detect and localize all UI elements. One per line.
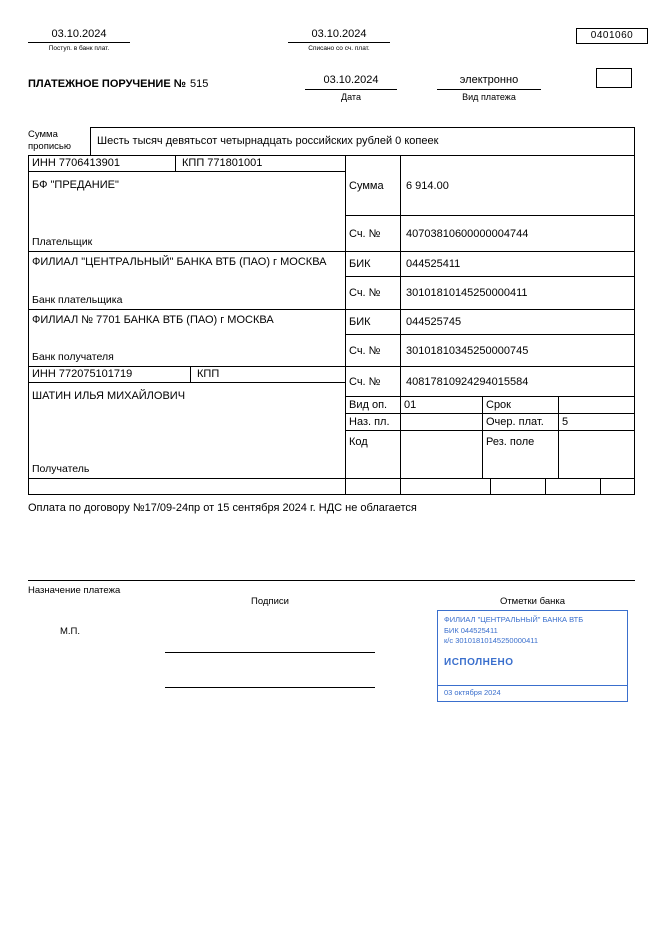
code-row [346, 431, 634, 478]
priority-value: 5 [562, 416, 569, 428]
debited-date-label: Списано со сч. плат. [308, 45, 370, 52]
purpose-code-value [401, 414, 483, 430]
amount-row [346, 156, 634, 216]
document-number: 515 [189, 78, 209, 90]
tax-fields-row [29, 479, 634, 494]
amount-value: 6 914.00 [406, 179, 449, 192]
payer-account-label: Сч. № [346, 216, 401, 251]
payee-inn: ИНН 772075101719 [29, 367, 191, 382]
document-title-text: ПЛАТЕЖНОЕ ПОРУЧЕНИЕ № [28, 78, 186, 90]
payer-account-value: 40703810600000004744 [406, 227, 529, 240]
payee-name: ШАТИН ИЛЬЯ МИХАЙЛОВИЧ [32, 390, 186, 402]
priority-row [346, 414, 634, 431]
document-date-label: Дата [341, 92, 361, 102]
payee-account-row [346, 367, 634, 397]
seal-label: М.П. [60, 626, 81, 637]
term-label: Срок [483, 397, 559, 413]
payee-bank-name: ФИЛИАЛ № 7701 БАНКА ВТБ (ПАО) г МОСКВА [32, 314, 274, 326]
payer-kpp: КПП 771801001 [182, 157, 263, 169]
tax-field-3 [401, 479, 491, 494]
payer-account-row [346, 216, 634, 251]
amount-in-words-label: Сумма прописью [28, 127, 90, 156]
status-box-empty [596, 68, 632, 88]
payee-account-value: 40817810924294015584 [406, 375, 529, 388]
payee-bank-role-label: Банк получателя [32, 351, 114, 363]
debited-date-block [288, 28, 390, 52]
received-date-value: 03.10.2024 [28, 28, 130, 43]
stamp-corr-account: к/с 30101810145250000411 [444, 636, 539, 645]
document-title [28, 78, 208, 90]
payer-section [29, 156, 634, 252]
tax-field-4 [491, 479, 546, 494]
op-kind-label: Вид оп. [346, 397, 401, 413]
payer-bank-left-column [29, 252, 346, 309]
signatures-heading: Подписи [251, 596, 289, 607]
purpose-label: Назначение платежа [28, 585, 121, 596]
debited-date-value: 03.10.2024 [288, 28, 390, 43]
payer-bank-bik-value: 044525411 [406, 258, 461, 270]
amount-in-words-value: Шесть тысяч девятьсот четырнадцать российских рублей 0 копеек [90, 127, 635, 156]
stamp-date: 03 октября 2024 [438, 685, 627, 702]
op-kind-value: 01 [401, 397, 483, 413]
received-date-block [28, 28, 130, 52]
payer-bank-bik-label: БИК [346, 252, 401, 276]
payee-account-label: Сч. № [346, 367, 401, 396]
payee-section [29, 367, 634, 479]
requisites-table [28, 155, 635, 495]
payer-bank-account-value: 30101810145250000411 [406, 287, 528, 299]
signature-line-2 [165, 687, 375, 688]
payee-bank-bik-value: 044525745 [406, 316, 462, 328]
code-label: Код [346, 431, 401, 478]
payer-left-column [29, 156, 346, 251]
payment-purpose-text: Оплата по договору №17/09-24пр от 15 сентября 2024 г. НДС не облагается [28, 502, 417, 514]
tax-field-6 [601, 479, 634, 494]
form-code: 0401060 [576, 28, 648, 44]
bank-executed-stamp [437, 610, 628, 702]
payee-bank-bik-label: БИК [346, 310, 401, 334]
document-date-value: 03.10.2024 [305, 74, 397, 90]
payer-bank-right-column [346, 252, 634, 309]
payer-bank-account-row [346, 277, 634, 309]
document-date-block [305, 74, 397, 102]
payment-kind-block [437, 74, 541, 102]
payer-bank-account-label: Сч. № [346, 277, 401, 309]
payee-bank-left-column [29, 310, 346, 366]
tax-field-1 [29, 479, 346, 494]
code-value [401, 431, 483, 478]
tax-field-5 [546, 479, 601, 494]
amount-label: Сумма [346, 156, 401, 215]
payer-bank-bik-row [346, 252, 634, 277]
purpose-code-label: Наз. пл. [346, 414, 401, 430]
payee-bank-section [29, 310, 634, 367]
priority-label: Очер. плат. [483, 414, 559, 430]
stamp-bank-name: ФИЛИАЛ "ЦЕНТРАЛЬНЫЙ" БАНКА ВТБ [444, 615, 584, 624]
payee-left-column [29, 367, 346, 478]
payer-bank-role-label: Банк плательщика [32, 294, 123, 306]
reserve-label: Рез. поле [483, 431, 559, 478]
payer-name: БФ "ПРЕДАНИЕ" [32, 179, 119, 191]
payer-role-label: Плательщик [32, 236, 93, 248]
payer-right-column [346, 156, 634, 251]
payee-inn-kpp-row [29, 367, 345, 383]
signature-line-1 [165, 652, 375, 653]
payee-bank-account-value: 30101810345250000745 [406, 344, 529, 357]
payer-bank-section [29, 252, 634, 310]
op-kind-row [346, 397, 634, 414]
payer-bank-name: ФИЛИАЛ "ЦЕНТРАЛЬНЫЙ" БАНКА ВТБ (ПАО) г МОСКВА [32, 256, 327, 268]
stamp-bik: БИК 044525411 [444, 625, 498, 635]
payee-kpp-label: КПП [197, 368, 220, 380]
received-date-label: Поступ. в банк плат. [48, 45, 110, 52]
tax-field-2 [346, 479, 401, 494]
payee-role-label: Получатель [32, 463, 90, 475]
payee-bank-account-label: Сч. № [346, 335, 401, 366]
payment-kind-value: электронно [437, 74, 541, 90]
purpose-rule [28, 580, 635, 581]
stamp-status: ИСПОЛНЕНО [444, 656, 514, 668]
payee-right-column [346, 367, 634, 478]
payer-inn-kpp-row [29, 156, 345, 172]
payer-inn: ИНН 7706413901 [29, 156, 176, 171]
reserve-value [559, 431, 634, 478]
payee-bank-right-column [346, 310, 634, 366]
amount-in-words-row [28, 127, 635, 156]
term-value [559, 397, 634, 413]
payee-bank-bik-row [346, 310, 634, 335]
payee-bank-account-row [346, 335, 634, 366]
bank-marks-heading: Отметки банка [499, 596, 566, 607]
payment-kind-label: Вид платежа [462, 92, 516, 102]
